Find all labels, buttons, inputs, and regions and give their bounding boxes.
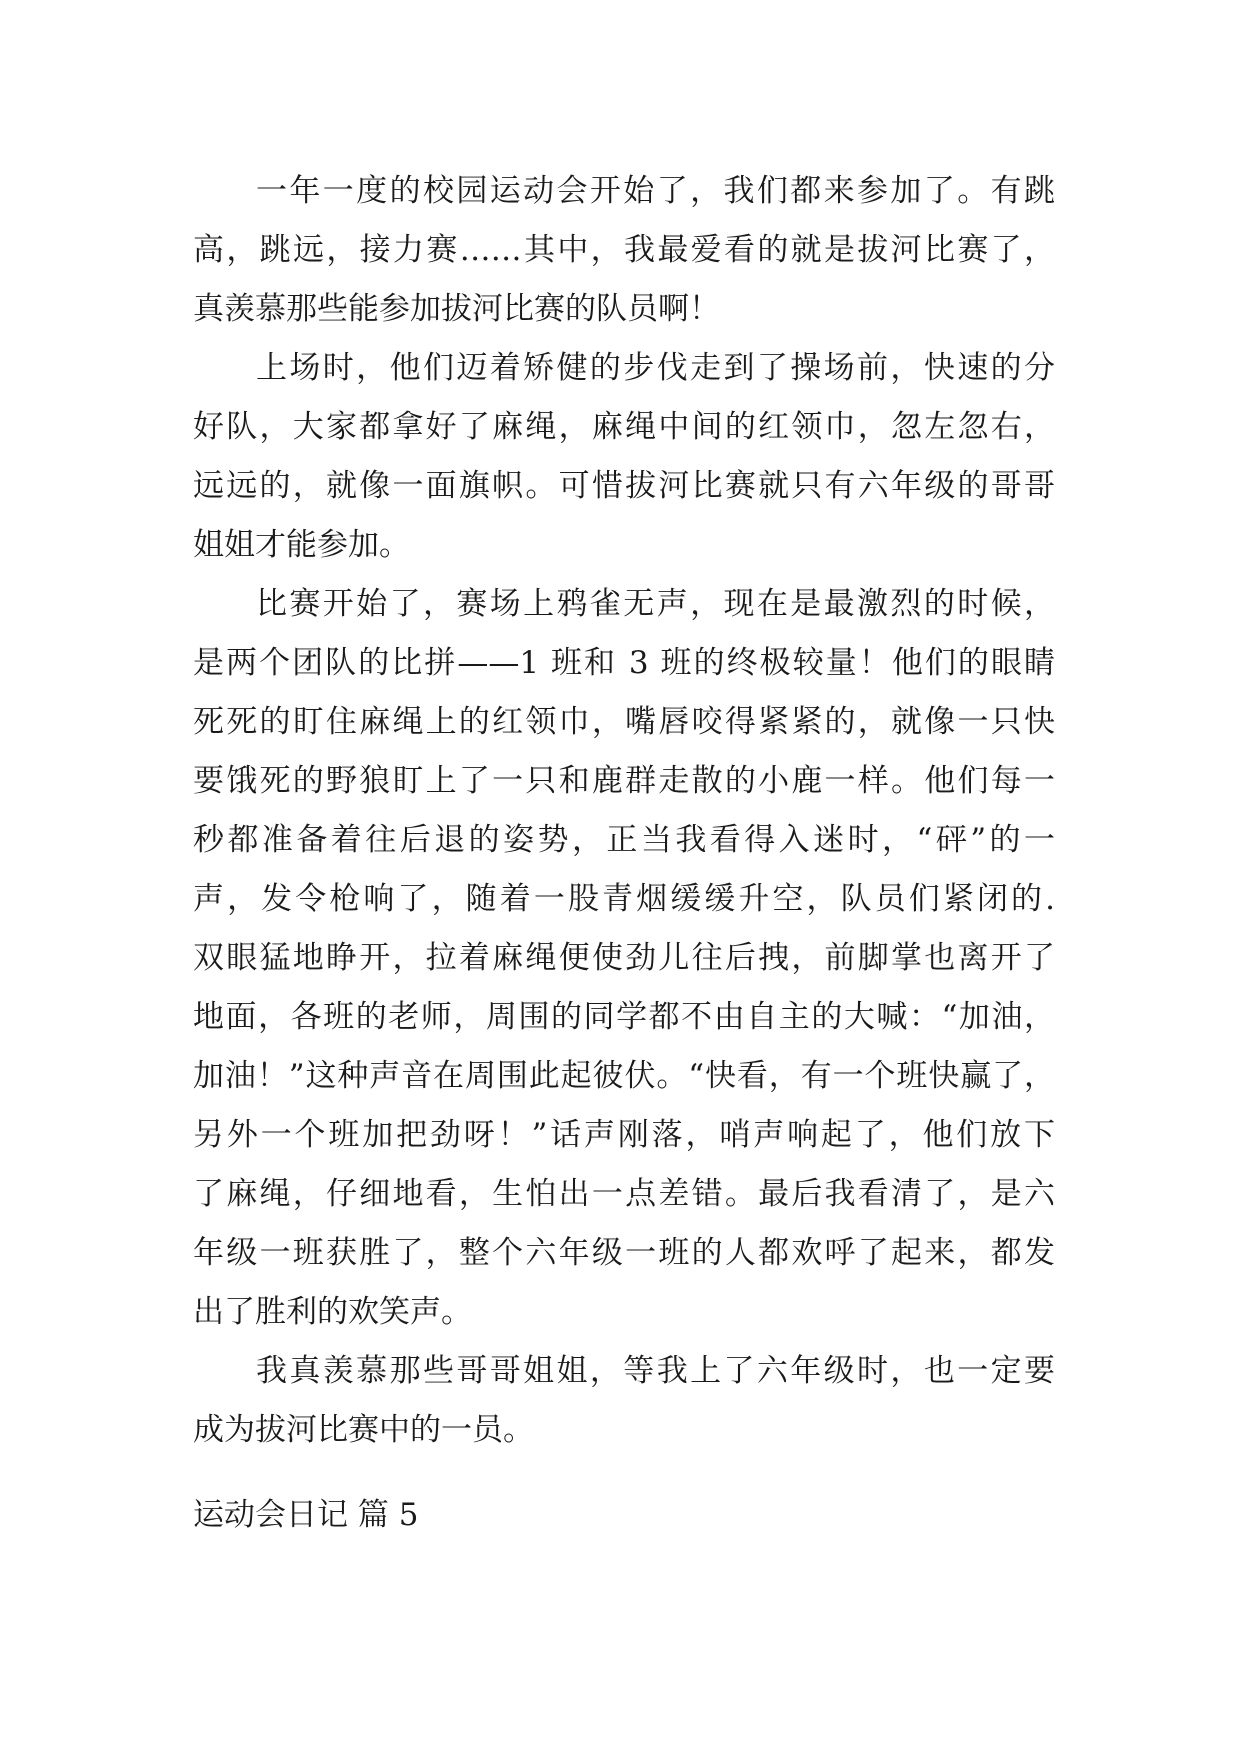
paragraph-line: 双眼猛地睁开，拉着麻绳便使劲儿往后拽，前脚掌也离开了 xyxy=(193,940,1055,976)
paragraph-line: 加油！”这种声音在周围此起彼伏。“快看，有一个班快赢了， xyxy=(193,1058,1055,1094)
article-body xyxy=(193,162,1055,1460)
paragraph-line: 真羡慕那些能参加拔河比赛的队员啊！ xyxy=(193,291,720,327)
paragraph-line: 高，跳远，接力赛……其中，我最爱看的就是拔河比赛了， xyxy=(193,232,1055,268)
paragraph-line: 了麻绳，仔细地看，生怕出一点差错。最后我看清了，是六 xyxy=(193,1176,1055,1212)
paragraph-line: 是两个团队的比拼——1 班和 3 班的终极较量！他们的眼睛 xyxy=(193,645,1055,681)
paragraph-line: 我真羡慕那些哥哥姐姐，等我上了六年级时，也一定要 xyxy=(256,1353,1055,1389)
section-title: 运动会日记 篇 5 xyxy=(193,1497,419,1533)
paragraph-2 xyxy=(193,339,1055,575)
paragraph-line: 死死的盯住麻绳上的红领巾，嘴唇咬得紧紧的，就像一只快 xyxy=(193,704,1055,740)
paragraph-4 xyxy=(193,1342,1055,1460)
paragraph-line: 另外一个班加把劲呀！”话声刚落，哨声响起了，他们放下 xyxy=(193,1117,1055,1153)
paragraph-line: 地面，各班的老师，周围的同学都不由自主的大喊：“加油， xyxy=(193,999,1055,1035)
paragraph-3 xyxy=(193,575,1055,1342)
paragraph-line: 要饿死的野狼盯上了一只和鹿群走散的小鹿一样。他们每一 xyxy=(193,763,1055,799)
paragraph-line: 出了胜利的欢笑声。 xyxy=(193,1294,472,1330)
paragraph-line: 年级一班获胜了，整个六年级一班的人都欢呼了起来，都发 xyxy=(193,1235,1055,1271)
paragraph-line: 上场时，他们迈着矫健的步伐走到了操场前，快速的分 xyxy=(256,350,1055,386)
paragraph-line: 秒都准备着往后退的姿势，正当我看得入迷时，“砰”的一 xyxy=(193,822,1055,858)
paragraph-line: 一年一度的校园运动会开始了，我们都来参加了。有跳 xyxy=(256,173,1055,209)
paragraph-1 xyxy=(193,162,1055,339)
paragraph-line: 姐姐才能参加。 xyxy=(193,527,410,563)
paragraph-line: 成为拔河比赛中的一员。 xyxy=(193,1412,534,1448)
paragraph-line: 比赛开始了，赛场上鸦雀无声，现在是最激烈的时候， xyxy=(256,586,1055,622)
paragraph-line: 远远的，就像一面旗帜。可惜拔河比赛就只有六年级的哥哥 xyxy=(193,468,1055,504)
paragraph-line: 声，发令枪响了，随着一股青烟缓缓升空，队员们紧闭的. xyxy=(193,881,1055,917)
paragraph-line: 好队，大家都拿好了麻绳，麻绳中间的红领巾，忽左忽右， xyxy=(193,409,1055,445)
